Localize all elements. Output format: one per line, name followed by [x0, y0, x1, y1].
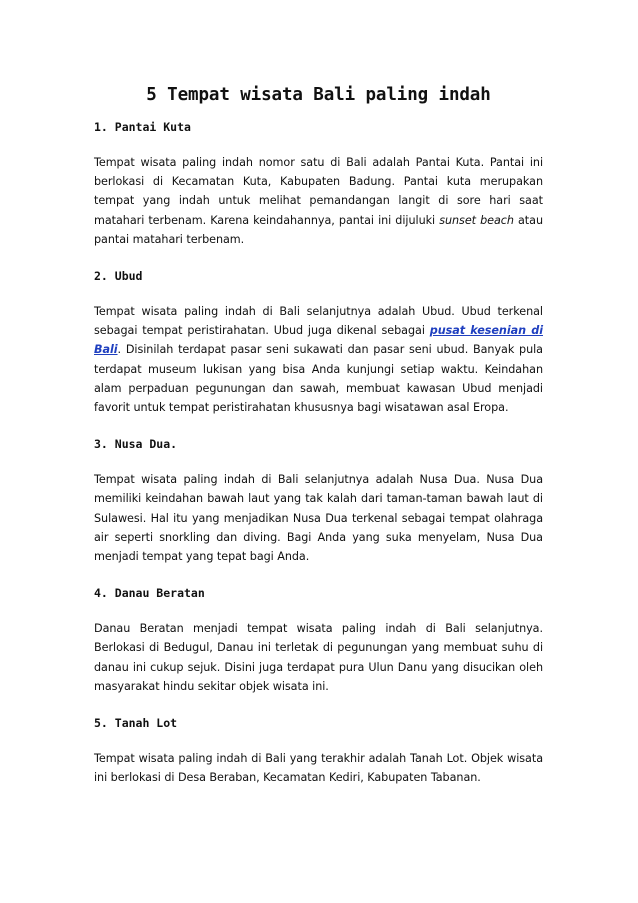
section-text-part: Tempat wisata paling indah nomor satu di Bali adalah Pantai Kuta. Pantai ini berlokasi di Kecamatan Kuta, Kabupaten Badung. Pantai kuta merupakan tempat yang indah untuk melihat pemandangan langit di sore hari saat matahari terbenam. Karena keindahannya, pantai ini dijuluki	[94, 156, 543, 227]
section-text-nusa-dua: Tempat wisata paling indah di Bali selanjutnya adalah Nusa Dua. Nusa Dua memiliki keindahan bawah laut yang tak kalah dari taman-taman bawah laut di Sulawesi. Hal itu yang menjadikan Nusa Dua terkenal sebagai tempat olahraga air seperti snorkling dan diving. Bagi Anda yang suka menyelam, Nusa Dua menjadi tempat yang tepat bagi Anda.	[94, 473, 543, 564]
section-text-part: Tempat wisata paling indah di Bali selanjutnya adalah Ubud. Ubud terkenal sebagai tempat peristirahatan. Ubud juga dikenal sebagai	[94, 305, 543, 338]
page-title: 5 Tempat wisata Bali paling indah	[146, 85, 491, 105]
document-body	[94, 81, 543, 806]
section-heading-danau-beratan: 4. Danau Beratan	[94, 586, 205, 601]
section-text-danau-beratan: Danau Beratan menjadi tempat wisata paling indah di Bali selanjutnya. Berlokasi di Bedugul, Danau ini terletak di pegunungan yang membuat suhu di danau ini cukup sejuk. Disini juga terdapat pura Ulun Danu yang disucikan oleh masyarakat hindu sekitar objek wisata ini.	[94, 622, 543, 693]
section-heading-tanah-lot: 5. Tanah Lot	[94, 716, 178, 731]
section-text-part: . Disinilah terdapat pasar seni sukawati dan pasar seni ubud. Banyak pula terdapat museum lukisan yang bisa Anda kunjungi setiap waktu. Keindahan alam perpaduan pegunungan dan sawah, membuat kawasan Ubud menjadi favorit untuk tempat peristirahatan khususnya bagi wisatawan asal Eropa.	[94, 343, 543, 415]
section-text-pantai-kuta	[94, 153, 543, 249]
section-text-ubud	[94, 302, 543, 417]
section-heading-nusa-dua: 3. Nusa Dua.	[94, 437, 178, 452]
link-pusat-kesenian[interactable]: pusat kesenian di Bali	[94, 324, 543, 357]
section-heading-pantai-kuta: 1. Pantai Kuta	[94, 120, 191, 134]
section-text-tanah-lot: Tempat wisata paling indah di Bali yang terakhir adalah Tanah Lot. Objek wisata ini berlokasi di Desa Beraban, Kecamatan Kediri, Kabupaten Tabanan.	[94, 752, 543, 785]
section-text-part: atau pantai matahari terbenam.	[94, 213, 543, 246]
section-heading-ubud: 2. Ubud	[94, 269, 143, 284]
italic-term-sunset-beach: sunset beach	[439, 213, 514, 227]
